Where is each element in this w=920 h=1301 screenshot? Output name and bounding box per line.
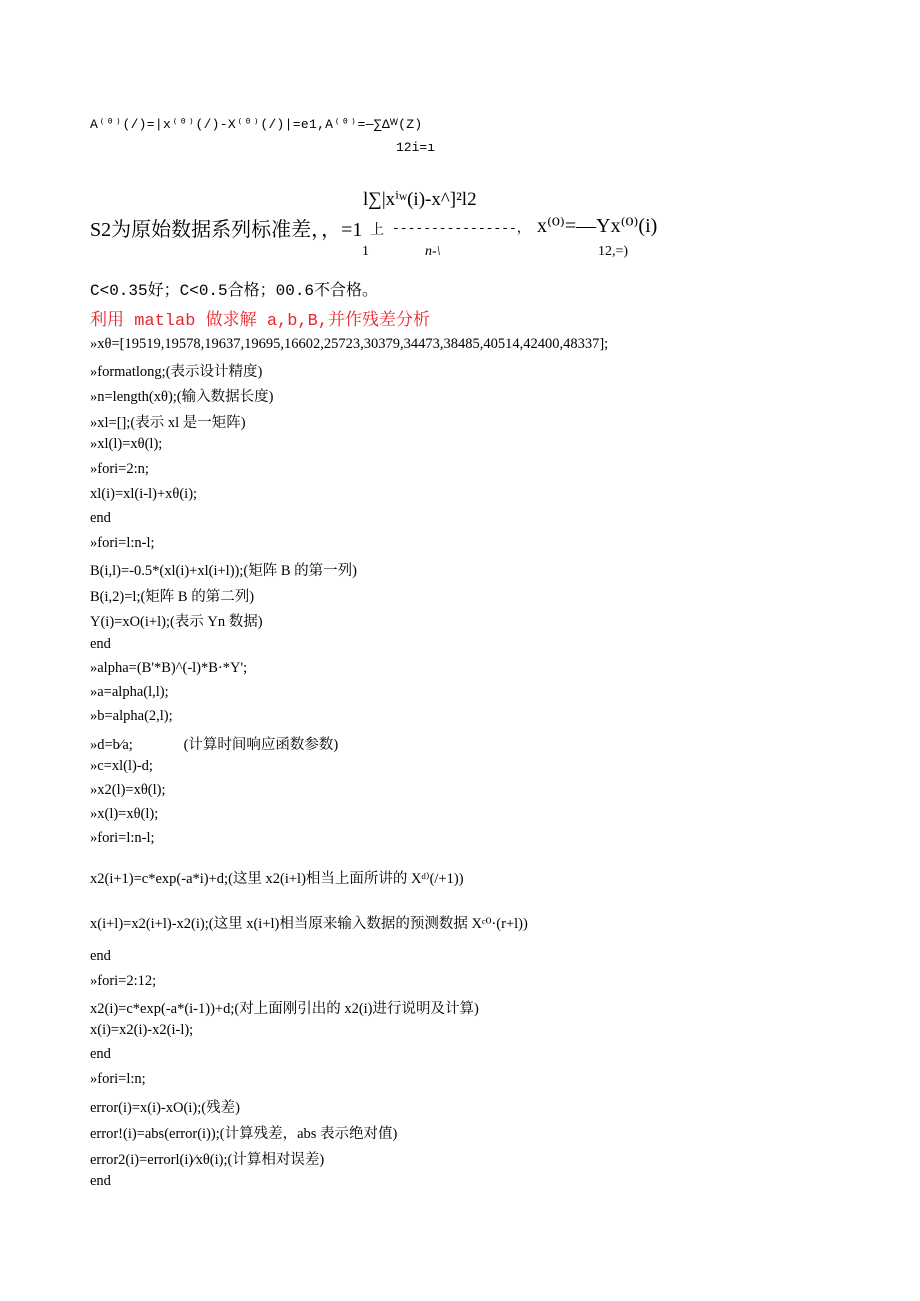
code-line-8: end: [90, 510, 111, 526]
code-line-33: end: [90, 1173, 111, 1189]
code-line-7: xl(i)=xl(i-l)+xθ(i);: [90, 486, 198, 502]
code-line-13: end: [90, 636, 111, 652]
formula-deviation-subscript: 12i=ı: [396, 140, 436, 155]
code-line-19: »x2(l)=xθ(l);: [90, 782, 166, 798]
code-line-27: x(i)=x2(i)-x2(i-l);: [90, 1022, 194, 1038]
code-line-25: »fori=2:12;: [90, 973, 157, 989]
code-line-17: »d=b⁄a; (计算时间响应函数参数): [90, 737, 339, 753]
section-heading: 利用 matlab 做求解 a,b,B,并作残差分析: [90, 312, 431, 331]
code-line-29: »fori=l:n;: [90, 1071, 146, 1087]
code-line-11: B(i,2)=l;(矩阵 B 的第二列): [90, 589, 255, 605]
code-line-10: B(i,l)=-0.5*(xl(i)+xl(i+l));(矩阵 B 的第一列): [90, 563, 357, 579]
code-line-21: »fori=l:n-l;: [90, 830, 155, 846]
code-line-9: »fori=l:n-l;: [90, 535, 155, 551]
code-line-4: »xl=[];(表示 xl 是一矩阵): [90, 415, 246, 431]
code-line-5: »xl(l)=xθ(l);: [90, 436, 163, 452]
code-line-24: end: [90, 948, 111, 964]
code-line-18: »c=xl(l)-d;: [90, 758, 153, 774]
code-line-12: Y(i)=xO(i+l);(表示 Yn 数据): [90, 614, 263, 630]
code-line-23: x(i+l)=x2(i+l)-x2(i);(这里 x(i+l)相当原来输入数据的预测数据 Xᶜ⁰·(r+l)): [90, 916, 528, 932]
code-line-30: error(i)=x(i)-xO(i);(残差): [90, 1100, 240, 1116]
code-line-6: »fori=2:n;: [90, 461, 149, 477]
formula-deviation: A⁽⁰⁾(/)=|x⁽⁰⁾(/)-X⁽⁰⁾(/)|=e1,A⁽⁰⁾=—∑Δᵂ(Z): [90, 117, 423, 132]
code-line-15: »a=alpha(l,l);: [90, 684, 169, 700]
formula-std-shang: 上: [370, 223, 384, 238]
criteria-text: C<0.35好；C<0.5合格；00.6不合格。: [90, 282, 379, 300]
code-line-2: »formatlong;(表示设计精度): [90, 364, 263, 380]
formula-std-label: S2为原始数据系列标准差，，=1: [90, 219, 363, 241]
code-line-3: »n=length(xθ);(输入数据长度): [90, 389, 274, 405]
code-line-1: »xθ=[19519,19578,19637,19695,16602,25723,30379,34473,38485,40514,42400,48337];: [90, 336, 609, 352]
formula-mean: x⁽⁰⁾=—Yx⁽⁰⁾(i): [537, 215, 658, 237]
code-line-28: end: [90, 1046, 111, 1062]
formula-std-bottom-1: 1: [362, 244, 369, 259]
code-line-31: error!(i)=abs(error(i));(计算残差，abs 表示绝对值): [90, 1126, 398, 1142]
code-line-16: »b=alpha(2,l);: [90, 708, 173, 724]
code-line-20: »x(l)=xθ(l);: [90, 806, 159, 822]
formula-std-fraction-bar: ----------------，: [392, 221, 530, 236]
formula-mean-bottom: 12,=): [598, 244, 629, 259]
code-line-32: error2(i)=errorl(i)⁄xθ(i);(计算相对误差): [90, 1152, 325, 1168]
code-line-26: x2(i)=c*exp(-a*(i-1))+d;(对上面刚引出的 x2(i)进行说明及计算): [90, 1001, 479, 1017]
code-line-14: »alpha=(B'*B)^(-l)*B·*Y';: [90, 660, 248, 676]
code-line-22: x2(i+1)=c*exp(-a*i)+d;(这里 x2(i+l)相当上面所讲的 Xᵈ⁾(/+1)): [90, 871, 464, 887]
formula-std-bottom-n: n-\: [425, 244, 441, 259]
formula-std-numerator: l∑|xⁱʷ(i)-x^]²l2: [363, 189, 477, 210]
